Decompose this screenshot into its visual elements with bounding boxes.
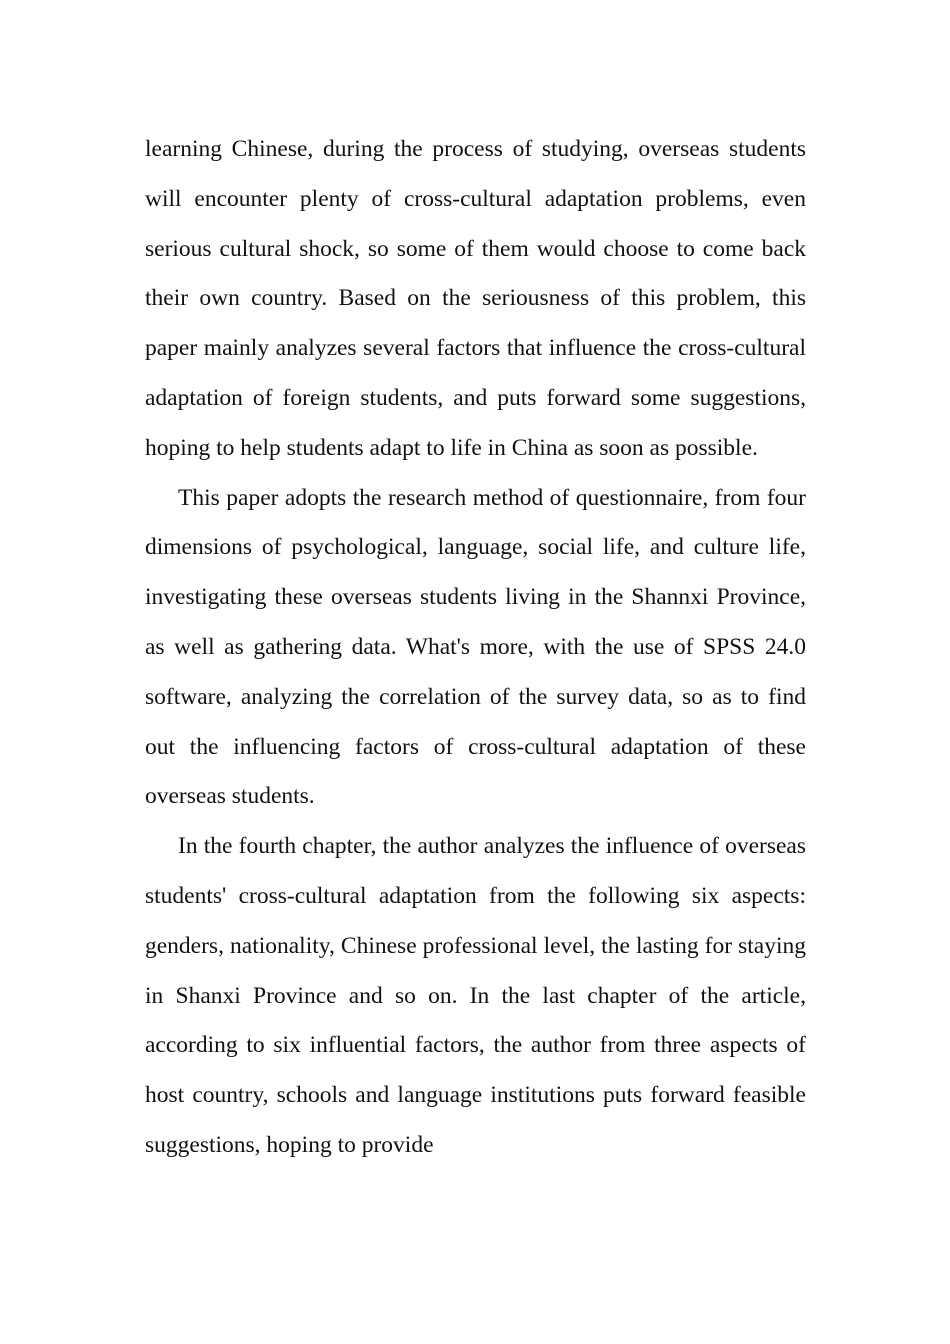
body-text <box>145 125 806 1171</box>
paragraph-2: This paper adopts the research method of questionnaire, from four dimensions of psychological, language, social life, and culture life, investigating these overseas students living in the Shannxi Province, as well as gathering data. What's more, with the use of SPSS 24.0 software, analyzing the correlation of the survey data, so as to find out the influencing factors of cross-cultural adaptation of these overseas students. <box>145 484 806 810</box>
paragraph-1: learning Chinese, during the process of studying, overseas students will encounter plenty of cross-cultural adaptation problems, even serious cultural shock, so some of them would choose to come back their own country. Based on the seriousness of this problem, this paper mainly analyzes several factors that influence the cross-cultural adaptation of foreign students, and puts forward some suggestions, hoping to help students adapt to life in China as soon as possible. <box>145 136 806 461</box>
paragraph-3: In the fourth chapter, the author analyzes the influence of overseas students' cross-cultural adaptation from the following six aspects: genders, nationality, Chinese professional level, the lasting for staying in Shanxi Province and so on. In the last chapter of the article, according to six influential factors, the author from three aspects of host country, schools and language institutions puts forward feasible suggestions, hoping to provide <box>145 833 806 1158</box>
